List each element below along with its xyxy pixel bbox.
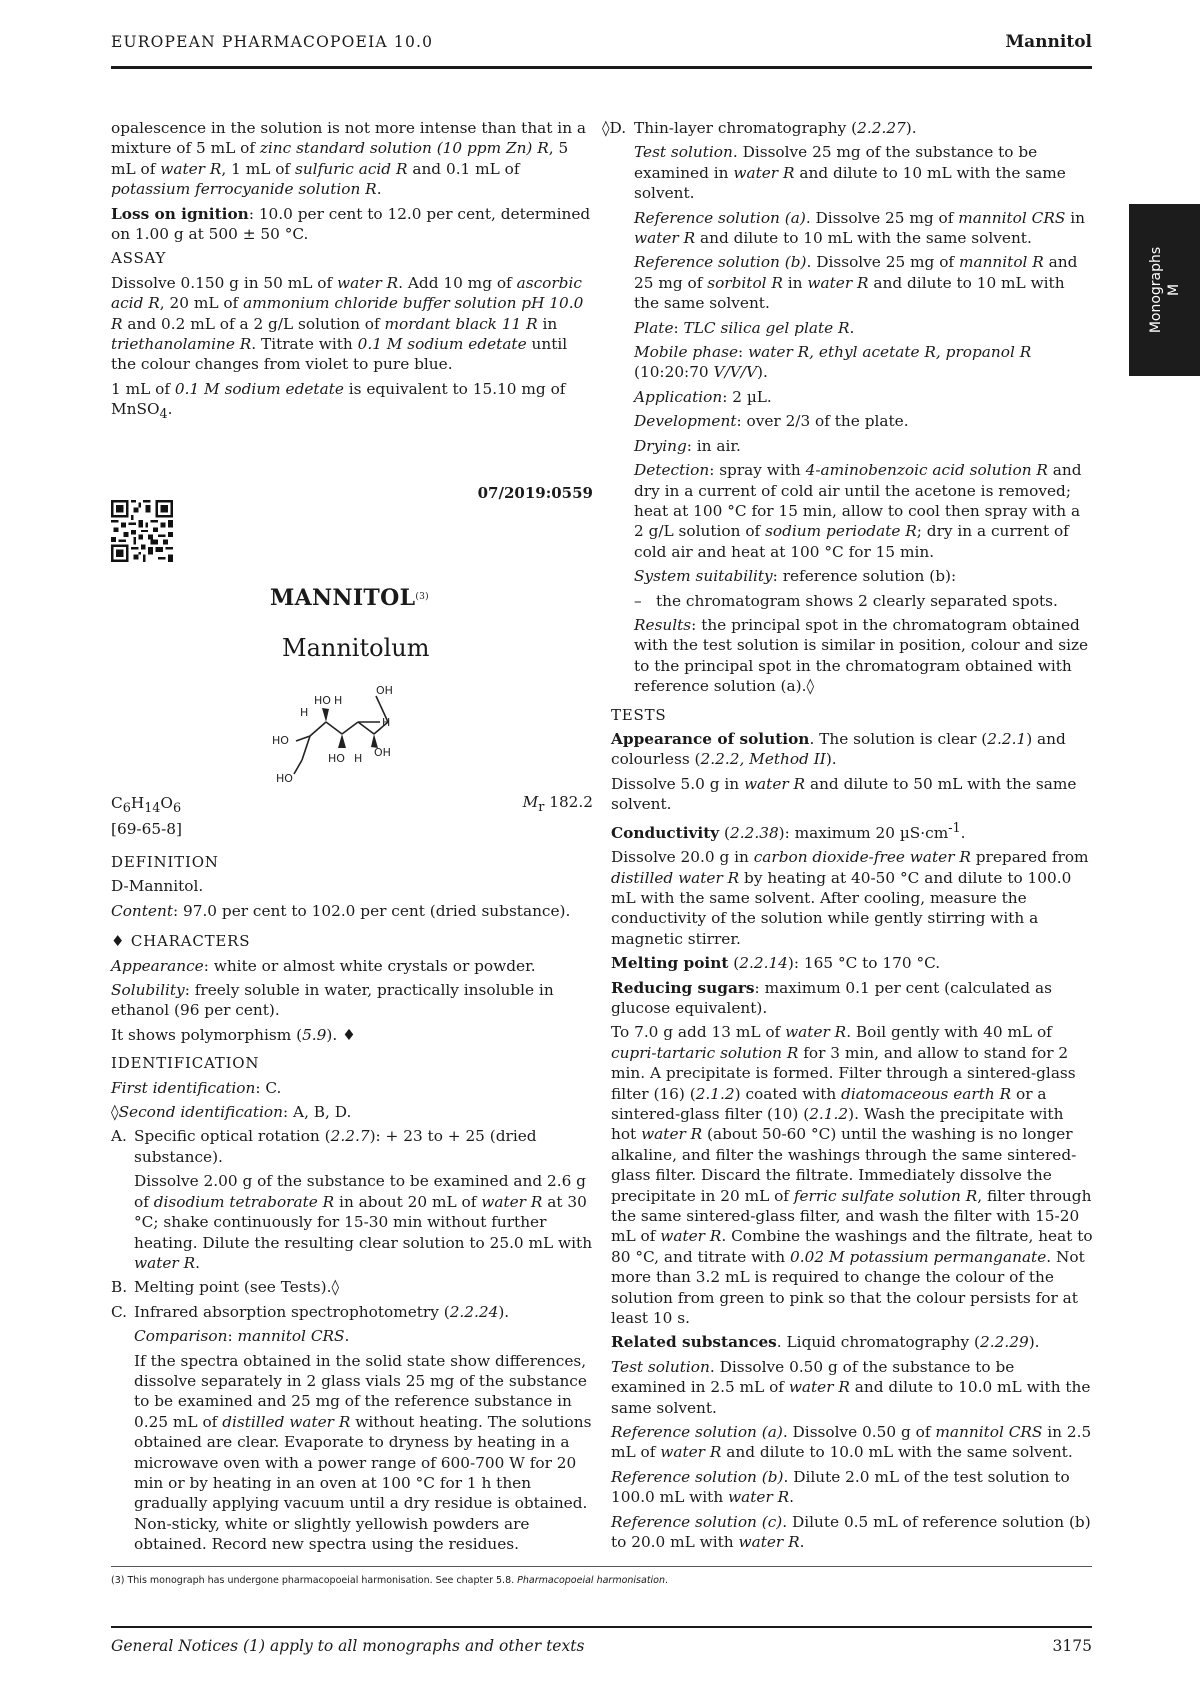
paragraph: Results: the principal spot in the chromatogram obtained with the test solution is similar in position, colour and size to the principal spot in the chromatogram obtained with reference solution (a).◊ [634, 615, 1089, 696]
paragraph: Application: 2 µL. [634, 387, 772, 406]
structural-formula [272, 678, 432, 786]
side-tab-letter: M [1165, 283, 1182, 297]
definition-name: D-Mannitol. [111, 877, 204, 896]
item-label: C. [111, 1302, 128, 1321]
paragraph: opalescence in the solution is not more intense than that in a mixture of 5 mL of zinc standard solution (10 ppm Zn) R, 5 mL of water R, 1 mL of sulfuric acid R and 0.1 mL of potassium ferrocyanide solution R. [111, 119, 587, 199]
paragraph: Dissolve 5.0 g in water R and dilute to 50 mL with the same solvent. [611, 774, 1077, 814]
item-label: B. [111, 1278, 128, 1297]
structure-label: H [300, 706, 309, 719]
structure-label: HO [314, 694, 331, 707]
characters-solubility: Solubility: freely soluble in water, practically insoluble in ethanol (96 per cent). [111, 981, 554, 1020]
appearance-of-solution: Appearance of solution. The solution is clear (2.2.1) and colourless (2.2.2, Method II). [611, 729, 1066, 769]
paragraph: If the spectra obtained in the solid state show differences, dissolve separately in 2 glass vials 25 mg of the substance to be examined and 25 mg of the reference substance in 0.25 mL of distilled water R without heating. The solutions obtained are clear. Evaporate to dryness by heating in a microwave oven with a power range of 600-700 W for 20 min or by heating in an oven at 100 °C for 1 h then gradually applying vacuum until a dry residue is obtained. Non-sticky, white or slightly yellowish powders are obtained. Record new spectra using the residues. [134, 1351, 592, 1554]
right-column [602, 118, 1093, 1557]
paragraph: Reference solution (a). Dissolve 0.50 g of mannitol CRS in 2.5 mL of water R and dilute to 10.0 mL with the same solvent. [611, 1423, 1092, 1462]
left-column-top [111, 118, 593, 430]
characters-appearance: Appearance: white or almost white crystals or powder. [111, 956, 536, 975]
paragraph: 1 mL of 0.1 M sodium edetate is equivalent to 15.10 mg of MnSO$_4$. [111, 379, 566, 423]
footer-rule [111, 1626, 1092, 1628]
page-number: 3175 [1052, 1637, 1092, 1655]
paragraph: Comparison: mannitol CRS. [134, 1327, 350, 1346]
first-identification: First identification: C. [111, 1078, 282, 1097]
identification-item-a [111, 1126, 593, 1273]
paragraph: Test solution. Dissolve 25 mg of the substance to be examined in water R and dilute to 10 mL with the same solvent. [634, 143, 1066, 203]
paragraph: Specific optical rotation (2.2.7): + 23 to + 25 (dried substance). [134, 1127, 537, 1166]
monographs-side-tab [1129, 204, 1200, 376]
structure-label: HO [272, 734, 289, 747]
conductivity: Conductivity (2.2.38): maximum 20 $\mu S\cdot cm^{-1}$. [611, 820, 966, 842]
structure-label: HO [328, 752, 345, 765]
item-label: ◊D. [602, 119, 627, 137]
suitability-list-item [611, 591, 1093, 611]
paragraph: Drying: in air. [634, 436, 741, 455]
melting-point: Melting point (2.2.14): 165 °C to 170 °C. [611, 954, 941, 973]
paragraph: Detection: spray with 4-aminobenzoic acid solution R and dry in a current of cold air until the acetone is removed; heat at 100 °C for 15 min, allow to cool then spray with a 2 g/L solution of sodium periodate R; dry in a current of cold air and heat at 100 °C for 15 min. [634, 461, 1082, 561]
footer-general-notices: General Notices (1) apply to all monographs and other texts [111, 1637, 585, 1655]
identification-item-d [602, 118, 1093, 587]
paragraph: Infrared absorption spectrophotometry (2.2.24). [134, 1302, 510, 1321]
footnote: (3) This monograph has undergone pharmacopoeial harmonisation. See chapter 5.8. Pharmacopoeial harmonisation. [111, 1575, 669, 1586]
second-identification: ◊Second identification: A, B, D. [111, 1103, 352, 1122]
loss-on-ignition: Loss on ignition: 10.0 per cent to 12.0 per cent, determined on 1.00 g at 500 ± 50 °C. [111, 204, 591, 244]
reducing-sugars: Reducing sugars: maximum 0.1 per cent (calculated as glucose equivalent). [611, 978, 1052, 1017]
characters-polymorphism: It shows polymorphism (5.9). ♦ [111, 1025, 356, 1044]
molecular-formula-block [111, 793, 182, 839]
header-rule [111, 66, 1092, 69]
side-tab-label: Monographs [1147, 246, 1164, 334]
section-heading-definition: DEFINITION [111, 853, 219, 871]
monograph-title-text: MANNITOL [270, 585, 416, 611]
monograph-title [270, 585, 429, 611]
structure-label: OH [374, 746, 391, 759]
running-header-title: Mannitol [1005, 32, 1092, 52]
left-column-bottom [111, 848, 593, 1559]
dash-marker: – [634, 591, 642, 610]
paragraph: Reference solution (a). Dissolve 25 mg of mannitol CRS in water R and dilute to 10 mL with the same solvent. [634, 208, 1085, 248]
paragraph: Reference solution (b). Dissolve 25 mg of mannitol R and 25 mg of sorbitol R in water R and dilute to 10 mL with the same solvent. [634, 253, 1078, 313]
paragraph: Reference solution (b). Dilute 2.0 mL of the test solution to 100.0 mL with water R. [611, 1467, 1070, 1507]
paragraph: To 7.0 g add 13 mL of water R. Boil gently with 40 mL of cupri-tartaric solution R for 3 min, and allow to stand for 2 min. A precipitate is formed. Filter through a sintered-glass filter (16) (2.1.2) coated with diatomaceous earth R or a sintered-glass filter (10) (2.1.2). Wash the precipitate with hot water R (about 50-60 °C) until the washing is no longer alkaline, and filter the washings through the same sintered-glass filter. Discard the filtrate. Immediately dissolve the precipitate in 20 mL of ferric sulfate solution R, filter through the same sintered-glass filter, and wash the filter with 15-20 mL of water R. Combine the washings and the filtrate, heat to 80 °C, and titrate with 0.02 M potassium permanganate. Not more than 3.2 mL is required to change the colour of the solution from green to pink so that the colour persists for at least 10 s. [611, 1023, 1093, 1328]
identification-item-c [111, 1302, 593, 1555]
structure-label: H [334, 694, 343, 707]
paragraph: Melting point (see Tests).◊ [134, 1278, 339, 1297]
paragraph: Dissolve 20.0 g in carbon dioxide-free water R prepared from distilled water R by heating at 40-50 °C and dilute to 100.0 mL with the same solvent. After cooling, measure the conductivity of the solution while gently stirring with a magnetic stirrer. [611, 848, 1089, 948]
paragraph: Dissolve 2.00 g of the substance to be examined and 2.6 g of disodium tetraborate R in about 20 mL of water R at 30 °C; shake continuously for 15-30 min without further heating. Dilute the resulting clear solution to 25.0 mL with water R. [134, 1172, 593, 1272]
paragraph: Thin-layer chromatography (2.2.27). [634, 119, 917, 137]
related-substances: Related substances. Liquid chromatography (2.2.29). [611, 1333, 1040, 1352]
paragraph: System suitability: reference solution (b): [634, 567, 957, 586]
list-item-text: the chromatogram shows 2 clearly separated spots. [656, 591, 1058, 610]
item-label: A. [111, 1127, 127, 1146]
structure-label: OH [376, 684, 393, 697]
identification-item-b [111, 1277, 593, 1297]
section-heading-tests: TESTS [611, 705, 667, 724]
footnote-rule [111, 1566, 1092, 1567]
monograph-latin-name: Mannitolum [282, 634, 430, 662]
paragraph: Mobile phase: water R, ethyl acetate R, propanol R (10:20:70 V/V/V). [634, 343, 1032, 382]
paragraph: Plate: TLC silica gel plate R. [634, 318, 855, 337]
paragraph: Dissolve 0.150 g in 50 mL of water R. Add 10 mg of ascorbic acid R, 20 mL of ammonium chloride buffer solution pH 10.0 R and 0.2 mL of a 2 g/L solution of mordant black 11 R in triethanolamine R. Titrate with 0.1 M sodium edetate until the colour changes from violet to pure blue. [111, 273, 584, 374]
cas-number: [69-65-8] [111, 820, 182, 839]
section-heading-characters: ♦ CHARACTERS [111, 932, 251, 951]
structure-label: H [382, 716, 391, 729]
paragraph: Reference solution (c). Dilute 0.5 mL of reference solution (b) to 20.0 mL with water R. [611, 1512, 1091, 1552]
structure-label: H [354, 752, 363, 765]
section-heading-assay: ASSAY [111, 249, 167, 268]
paragraph: Development: over 2/3 of the plate. [634, 412, 909, 431]
title-footnote-mark: (3) [415, 592, 429, 602]
paragraph: Test solution. Dissolve 0.50 g of the substance to be examined in 2.5 mL of water R and dilute to 10.0 mL with the same solvent. [611, 1357, 1091, 1417]
definition-content: Content: 97.0 per cent to 102.0 per cent (dried substance). [111, 901, 571, 920]
qr-code [111, 500, 173, 562]
section-heading-identification: IDENTIFICATION [111, 1054, 260, 1073]
monograph-reference-code: 07/2019:0559 [477, 484, 593, 502]
running-header-left: EUROPEAN PHARMACOPOEIA 10.0 [111, 33, 434, 51]
molecular-formula: $C_6H_{14}O_6$ [111, 794, 182, 817]
structure-label: HO [276, 772, 293, 785]
relative-molecular-mass: $M_r$ 182.2 [522, 793, 593, 816]
